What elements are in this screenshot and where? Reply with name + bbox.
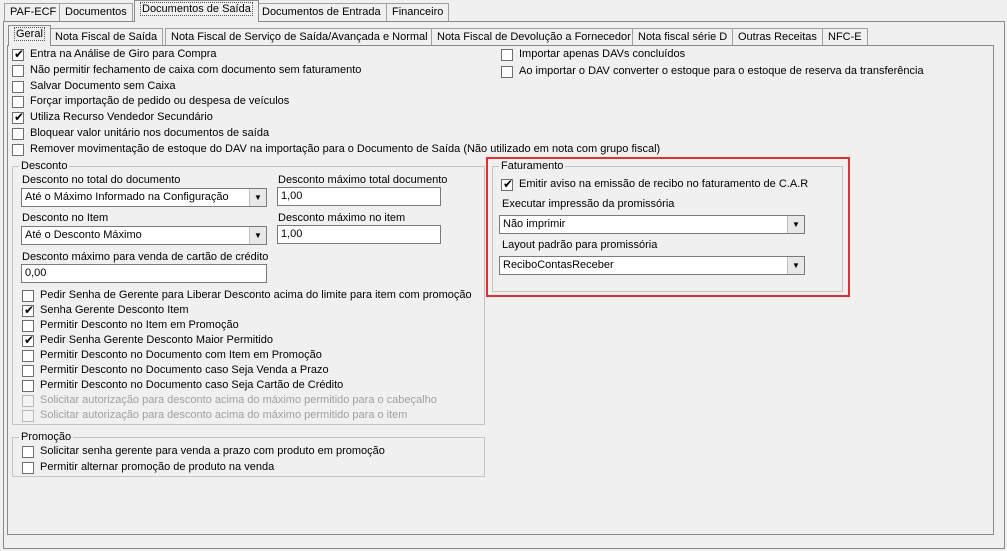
checkbox-documento-cartao-credito[interactable] [22,379,343,393]
check-icon: ✔ [14,110,25,124]
tab-label: Outras Receitas [738,31,817,43]
checkbox-autorizacao-item [22,409,407,423]
select-value: Não imprimir [503,218,566,230]
desconto-cartao-label: Desconto máximo para venda de cartão de crédito [22,251,269,263]
desconto-cartao-input[interactable]: 0,00 [21,264,267,283]
checkbox-documento-item-promocao[interactable] [22,349,322,363]
checkbox-box[interactable] [22,320,34,332]
checkbox-senha-gerente-promocao[interactable] [22,289,472,303]
checkbox-box[interactable] [22,462,34,474]
checkbox-label: Permitir Desconto no Item em Promoção [40,319,239,331]
desconto-max-item-label: Desconto máximo no item [278,212,406,224]
check-icon: ✔ [24,303,35,317]
tab-label: NFC-E [828,31,862,43]
checkbox-label: Permitir alternar promoção de produto na venda [40,461,275,473]
layout-promissoria-label: Layout padrão para promissória [502,239,658,251]
desconto-total-select[interactable] [21,188,267,207]
tab-label: Documentos [65,6,127,18]
tab-documentos[interactable] [59,3,133,22]
checkbox-label: Emitir aviso na emissão de recibo no faturamento de C.A.R [519,178,809,190]
checkbox-label: Solicitar autorização para desconto acima do máximo permitido para o cabeçalho [40,394,437,406]
checkbox-label: Remover movimentação de estoque do DAV na importação para o Documento de Saída (Não utilizado em nota com grupo fiscal) [30,143,661,155]
checkbox-label: Solicitar autorização para desconto acima do máximo permitido para o item [40,409,408,421]
checkbox-box[interactable] [501,66,513,78]
checkbox-label: Permitir Desconto no Documento caso Seja Cartão de Crédito [40,379,344,391]
subtab-geral[interactable] [8,25,51,46]
group-legend: Promoção [21,431,72,443]
desconto-total-label: Desconto no total do documento [22,174,181,186]
select-value: Até o Desconto Máximo [25,229,142,241]
checkbox-autorizacao-cabecalho [22,394,437,408]
checkbox-label: Permitir Desconto no Documento com Item em Promoção [40,349,322,361]
checkbox-label: Pedir Senha Gerente Desconto Maior Permitido [40,334,273,346]
tab-label: Documentos de Entrada [262,6,381,18]
checkbox-alternar-promocao[interactable] [22,461,274,475]
checkbox-label: Utiliza Recurso Vendedor Secundário [30,111,213,123]
checkbox-label: Importar apenas DAVs concluídos [519,48,686,60]
tab-label: Nota Fiscal de Serviço de Saída/Avançada e Normal [171,31,428,43]
checkbox-senha-gerente-item[interactable] [22,304,189,318]
checkbox-box [22,410,34,422]
desconto-max-total-label: Desconto máximo total documento [278,174,448,186]
checkbox-label: Solicitar senha gerente para venda a prazo com produto em promoção [40,445,385,457]
checkbox-box[interactable] [22,335,34,347]
tab-label: Nota Fiscal de Devolução a Fornecedor [437,31,631,43]
checkbox-label: Ao importar o DAV converter o estoque para o estoque de reserva da transferência [519,65,924,77]
highlight-box [486,157,850,297]
executar-impressao-label: Executar impressão da promissória [502,198,675,210]
checkbox-nao-permitir-fechamento[interactable] [12,64,361,78]
tab-paf-ecf[interactable] [4,3,62,22]
checkbox-converter-estoque[interactable] [501,65,924,79]
checkbox-forcar-importacao[interactable] [12,95,289,109]
checkbox-senha-venda-prazo-promocao[interactable] [22,445,385,459]
checkbox-importar-davs[interactable] [501,48,685,62]
desconto-max-total-input[interactable]: 1,00 [277,187,441,206]
select-value: ReciboContasReceber [503,259,614,271]
checkbox-label: Senha Gerente Desconto Item [40,304,189,316]
tab-label: Nota fiscal série D [638,31,728,43]
select-value: Até o Máximo Informado na Configuração [25,191,229,203]
desconto-item-select[interactable] [21,226,267,245]
tab-label: Geral [16,28,43,40]
checkbox-documento-venda-prazo[interactable] [22,364,329,378]
checkbox-label: Não permitir fechamento de caixa com documento sem faturamento [30,64,362,76]
tab-label: Financeiro [392,6,444,18]
desconto-item-label: Desconto no Item [22,212,109,224]
checkbox-box[interactable] [22,446,34,458]
checkbox-label: Permitir Desconto no Documento caso Seja Venda a Prazo [40,364,329,376]
checkbox-box[interactable] [12,65,24,77]
checkbox-remover-movimentacao[interactable] [12,143,660,157]
checkbox-label: Pedir Senha de Gerente para Liberar Desconto acima do limite para item com promoção [40,289,472,301]
check-icon: ✔ [24,333,35,347]
checkbox-box[interactable] [12,128,24,140]
checkbox-box [22,395,34,407]
checkbox-desconto-item-promocao[interactable] [22,319,239,333]
checkbox-box[interactable] [12,96,24,108]
checkbox-box[interactable] [22,380,34,392]
checkbox-bloquear-valor[interactable] [12,127,269,141]
checkbox-label: Bloquear valor unitário nos documentos de saída [30,127,270,139]
checkbox-box[interactable] [12,144,24,156]
checkbox-vendedor-secundario[interactable] [12,111,213,125]
checkbox-box[interactable] [12,112,24,124]
tab-label: Documentos de Saída [142,3,251,15]
checkbox-label: Entra na Análise de Giro para Compra [30,48,217,60]
checkbox-box[interactable] [12,81,24,93]
tab-documentos-de-saida[interactable] [134,0,259,22]
checkbox-label: Salvar Documento sem Caixa [30,80,176,92]
chevron-down-icon[interactable]: ▼ [787,257,804,274]
checkbox-senha-maior-permitido[interactable] [22,334,273,348]
desconto-max-item-input[interactable]: 1,00 [277,225,441,244]
checkbox-box[interactable] [22,350,34,362]
checkbox-analise-giro[interactable] [12,48,217,62]
check-icon: ✔ [503,177,514,191]
checkbox-box[interactable] [501,49,513,61]
chevron-down-icon[interactable]: ▼ [787,216,804,233]
chevron-down-icon[interactable]: ▼ [249,189,266,206]
group-legend: Desconto [21,160,68,172]
checkbox-box[interactable] [12,49,24,61]
chevron-down-icon[interactable]: ▼ [249,227,266,244]
checkbox-box[interactable] [22,290,34,302]
checkbox-salvar-documento[interactable] [12,80,176,94]
tab-documentos-de-entrada[interactable] [256,3,387,22]
checkbox-box[interactable] [22,305,34,317]
checkbox-label: Forçar importação de pedido ou despesa de veículos [30,95,290,107]
tab-label: Nota Fiscal de Saída [55,31,158,43]
tab-label: PAF-ECF [10,6,57,18]
check-icon: ✔ [14,47,25,61]
group-legend: Faturamento [501,160,564,172]
checkbox-box[interactable] [22,365,34,377]
tab-financeiro[interactable] [386,3,449,22]
